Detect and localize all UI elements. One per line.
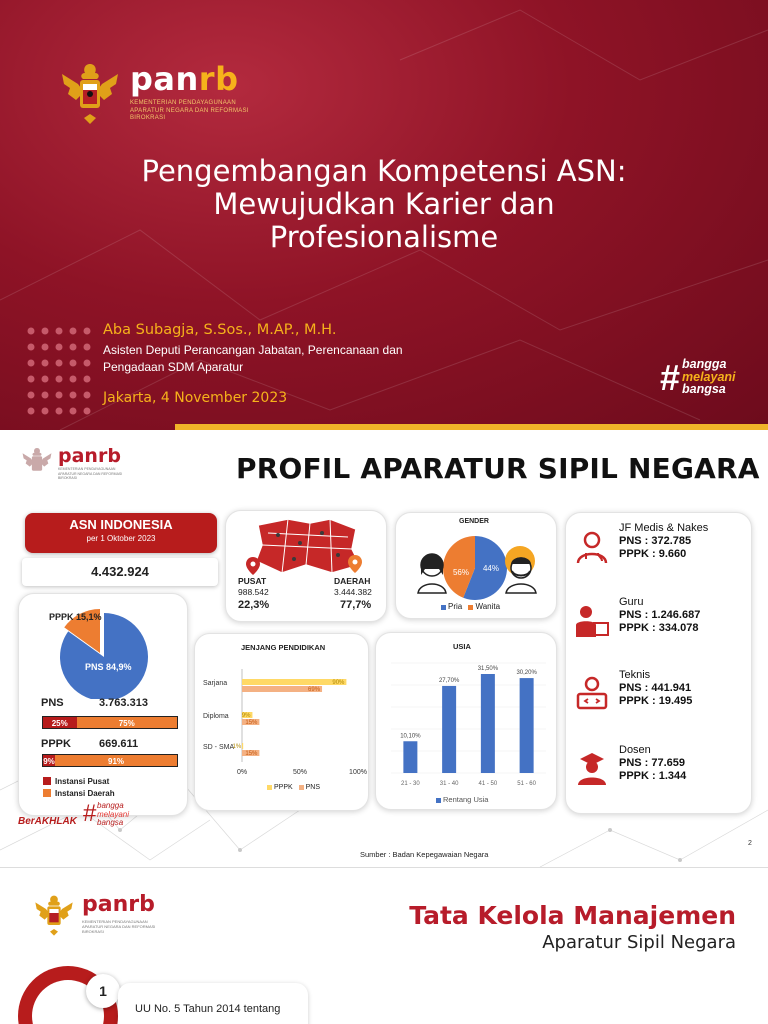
age-x-tick: 51 - 60 bbox=[517, 781, 536, 787]
bangga-melayani-bangsa-logo: # bangga melayani bangsa bbox=[660, 357, 736, 398]
edu-x-tick: 0% bbox=[236, 769, 248, 776]
decor-dot bbox=[56, 328, 63, 335]
decor-dot bbox=[84, 392, 91, 399]
age-bar-label: 31,50% bbox=[477, 666, 499, 672]
decor-dot bbox=[70, 344, 77, 351]
asn-indonesia-header: ASN INDONESIA per 1 Oktober 2023 bbox=[25, 513, 217, 553]
job-pppk: PPPK : 334.078 bbox=[619, 622, 699, 634]
pusat-label: PUSAT bbox=[238, 576, 267, 586]
lecturer-icon bbox=[572, 749, 612, 789]
decor-dot bbox=[28, 328, 35, 335]
pppk-share-label: PPPK 15,1% bbox=[49, 612, 102, 622]
decor-dot bbox=[56, 360, 63, 367]
ministry-name: KEMENTERIAN PENDAYAGUNAAN APARATUR NEGARA DAN REFORMASI BIROKRASI bbox=[130, 100, 249, 121]
garuda-icon bbox=[58, 60, 122, 126]
garuda-icon bbox=[32, 893, 76, 937]
edu-bar-label: 9% bbox=[241, 713, 251, 719]
job-item-medis bbox=[572, 519, 747, 577]
edu-bar-pppk bbox=[242, 743, 243, 749]
decor-dot bbox=[56, 408, 63, 415]
decor-dot bbox=[70, 328, 77, 335]
data-source: Sumber : Badan Kepegawaian Negara bbox=[360, 850, 489, 859]
decor-dot bbox=[42, 360, 49, 367]
pns-share-label: PNS 84,9% bbox=[85, 662, 132, 672]
pns-pusat-segment: 25% bbox=[43, 717, 77, 728]
brand-wordmark: panrb bbox=[82, 892, 155, 917]
job-category-card bbox=[565, 512, 752, 814]
pns-value: 3.763.313 bbox=[99, 697, 148, 709]
ministry-name: KEMENTERIAN PENDAYAGUNAAN APARATUR NEGARA DAN REFORMASI BIROKRASI bbox=[58, 467, 123, 480]
edu-category-label: Sarjana bbox=[203, 680, 228, 687]
decor-dot bbox=[56, 376, 63, 383]
legend-wanita: Wanita bbox=[475, 602, 501, 611]
age-bar-label: 30,20% bbox=[516, 670, 537, 677]
edu-bar-label: 15% bbox=[245, 720, 258, 726]
decor-dot bbox=[56, 392, 63, 399]
pusat-value: 988.542 bbox=[238, 587, 269, 597]
age-bar bbox=[403, 741, 417, 773]
pppk-pusat-segment: 9% bbox=[43, 757, 55, 766]
panrb-logo-small bbox=[20, 446, 128, 481]
pusat-daerah-card bbox=[225, 510, 387, 622]
job-item-dosen bbox=[572, 741, 747, 799]
job-pns: PNS : 77.659 bbox=[619, 757, 686, 769]
job-item-guru bbox=[572, 593, 747, 651]
age-title: USIA bbox=[453, 642, 471, 651]
author-role: Asisten Deputi Perancangan Jabatan, Perencanaan dan Pengadaan SDM Aparatur bbox=[103, 343, 403, 374]
dot-grid-decoration bbox=[26, 326, 96, 416]
presentation-date: Jakarta, 4 November 2023 bbox=[103, 390, 288, 406]
decor-dot bbox=[70, 360, 77, 367]
age-bar-label: 27,70% bbox=[438, 677, 460, 684]
gender-legend bbox=[441, 602, 500, 611]
ministry-name: KEMENTERIAN PENDAYAGUNAAN APARATUR NEGARA DAN REFORMASI BIROKRASI bbox=[82, 919, 156, 934]
job-title: Guru bbox=[619, 596, 644, 608]
pppk-name: PPPK bbox=[41, 738, 71, 750]
age-x-tick: 31 - 40 bbox=[439, 781, 459, 787]
regulation-box: UU No. 5 Tahun 2014 tentang bbox=[118, 983, 308, 1024]
pppk-value: 669.611 bbox=[99, 738, 139, 750]
pns-distribution-bar bbox=[42, 716, 178, 729]
man-avatar-icon bbox=[505, 546, 536, 593]
decor-dot bbox=[42, 376, 49, 383]
slide-title: Tata Kelola Manajemen Aparatur Sipil Negara bbox=[409, 901, 736, 953]
age-bar-label: 10,10% bbox=[400, 733, 421, 740]
decor-dot bbox=[42, 328, 49, 335]
title-slide bbox=[0, 0, 768, 430]
edu-bar-pppk bbox=[242, 679, 346, 685]
pns-pppk-card bbox=[18, 593, 188, 816]
decor-dot bbox=[70, 392, 77, 399]
location-pin-orange-icon bbox=[348, 555, 362, 573]
presentation-title: Pengembangan Kompetensi ASN: Mewujudkan Karier dan Profesionalisme bbox=[141, 154, 627, 254]
age-bar bbox=[442, 686, 456, 773]
age-legend: Rentang Usia bbox=[436, 795, 488, 804]
decor-dot bbox=[28, 392, 35, 399]
edu-x-tick: 50% bbox=[292, 769, 308, 776]
decor-dot bbox=[84, 376, 91, 383]
decor-dot bbox=[84, 408, 91, 415]
job-pppk: PPPK : 19.495 bbox=[619, 695, 693, 707]
decor-dot bbox=[84, 360, 91, 367]
teacher-icon bbox=[572, 601, 612, 641]
decor-dot bbox=[42, 344, 49, 351]
profile-slide: panrb KEMENTERIAN PENDAYAGUNAAN APARATUR NEGARA DAN REFORMASI BIROKRASI PROFIL APARATUR SIPIL NEGARA ASN INDONESIA per 1 Oktober 2023 4.432.924 PPPK 15,1% PNS 84,9% PNS 3.763.313 25% 75% PPPK 669.611 9% 91% Instansi Pusat Instansi Daerah PUSAT 988.542 22,3% DAERAH 3.444.382 77,7% GENDER 56% 44% Pria Wanita JENJANG PENDIDIKAN Sarjana Diploma SD - SMA 90% 9% 1% 69% 15% 15% 0% 50% 100% PPPK PNS USIA 10,10% 21 - 30 27,70% 31 - 40 31,50% 41 - 50 30,20% 51 - 60 Rentang Usia JF Medis & Nakes PNS : 372.785 PPPK : 9.660 Guru PNS : 1.246.687 PPPK : 334.078 Teknis PNS : 441.941 PPPK : 19.495 Dosen PNS : 77.659 PPPK : 1.344 BerAKHLAK # bangga melayani bangsa Sumber : Badan Kepegawaian Negara 2 bbox=[0, 430, 768, 867]
job-pns: PNS : 1.246.687 bbox=[619, 609, 701, 621]
decor-dot bbox=[28, 344, 35, 351]
governance-slide bbox=[0, 867, 768, 1024]
garuda-icon bbox=[20, 446, 54, 480]
brand-wordmark: panrb bbox=[58, 445, 121, 467]
panrb-logo bbox=[58, 60, 260, 126]
education-legend: PPPK PNS bbox=[267, 784, 320, 791]
age-bar-chart bbox=[376, 633, 558, 811]
woman-avatar-icon bbox=[418, 554, 446, 593]
doctor-icon bbox=[572, 527, 612, 567]
asn-total-value: 4.432.924 bbox=[22, 558, 218, 586]
decor-dot bbox=[70, 408, 77, 415]
decor-dot bbox=[70, 376, 77, 383]
edu-x-tick: 100% bbox=[349, 769, 367, 776]
decor-dot bbox=[28, 360, 35, 367]
job-pns: PNS : 441.941 bbox=[619, 682, 692, 694]
legend-pusat: Instansi Pusat bbox=[43, 777, 109, 786]
job-pppk: PPPK : 1.344 bbox=[619, 770, 687, 782]
job-item-teknis bbox=[572, 666, 747, 724]
age-card bbox=[375, 632, 557, 810]
pusat-percent: 22,3% bbox=[238, 599, 270, 611]
edu-bar-label: 1% bbox=[232, 744, 242, 750]
decor-dot bbox=[42, 392, 49, 399]
daerah-value: 3.444.382 bbox=[334, 587, 372, 597]
edu-category-label: SD - SMA bbox=[203, 744, 235, 751]
age-x-tick: 21 - 30 bbox=[401, 781, 420, 787]
job-pns: PNS : 372.785 bbox=[619, 535, 692, 547]
bangga-melayani-bangsa-logo: # bangga melayani bangsa bbox=[83, 800, 130, 827]
job-title: Dosen bbox=[619, 744, 651, 756]
decor-dot bbox=[28, 408, 35, 415]
pns-pppk-pie-chart bbox=[19, 599, 189, 699]
decor-dot bbox=[28, 376, 35, 383]
education-title: JENJANG PENDIDIKAN bbox=[241, 643, 326, 652]
age-bar bbox=[520, 678, 534, 773]
edu-category-label: Diploma bbox=[203, 713, 229, 720]
gender-label-wanita: 56% bbox=[452, 568, 470, 577]
location-pin-red-icon bbox=[246, 557, 260, 575]
legend-pria: Pria bbox=[448, 602, 463, 611]
edu-bar-label: 15% bbox=[245, 751, 258, 757]
job-pppk: PPPK : 9.660 bbox=[619, 548, 687, 560]
daerah-percent: 77,7% bbox=[340, 599, 372, 611]
age-bar bbox=[481, 674, 495, 773]
daerah-label: DAERAH bbox=[334, 576, 371, 586]
gender-card bbox=[395, 512, 557, 619]
step-number-badge: 1 bbox=[86, 974, 120, 1008]
job-title: JF Medis & Nakes bbox=[619, 522, 709, 534]
decor-dot bbox=[84, 328, 91, 335]
pppk-distribution-bar bbox=[42, 754, 178, 767]
edu-bar-label: 69% bbox=[308, 687, 321, 693]
decor-dot bbox=[42, 408, 49, 415]
gender-label-pria: 44% bbox=[482, 564, 500, 573]
brand-wordmark: panrb bbox=[130, 60, 239, 98]
panrb-logo bbox=[32, 893, 162, 937]
author-name: Aba Subagja, S.Sos., M.AP., M.H. bbox=[103, 322, 337, 338]
edu-bar-label: 90% bbox=[332, 680, 345, 686]
pns-name: PNS bbox=[41, 697, 64, 709]
technician-icon bbox=[572, 674, 612, 714]
legend-daerah: Instansi Daerah bbox=[43, 789, 115, 798]
decor-dot bbox=[84, 344, 91, 351]
author-block bbox=[103, 322, 403, 406]
pppk-daerah-segment: 91% bbox=[55, 755, 177, 766]
pns-daerah-segment: 75% bbox=[77, 717, 178, 728]
gender-title: GENDER bbox=[459, 518, 489, 525]
slide-title: PROFIL APARATUR SIPIL NEGARA bbox=[236, 452, 760, 485]
decor-dot bbox=[56, 344, 63, 351]
job-title: Teknis bbox=[619, 669, 651, 681]
education-card bbox=[194, 633, 369, 811]
page-number: 2 bbox=[748, 840, 752, 847]
age-x-tick: 41 - 50 bbox=[478, 781, 498, 787]
